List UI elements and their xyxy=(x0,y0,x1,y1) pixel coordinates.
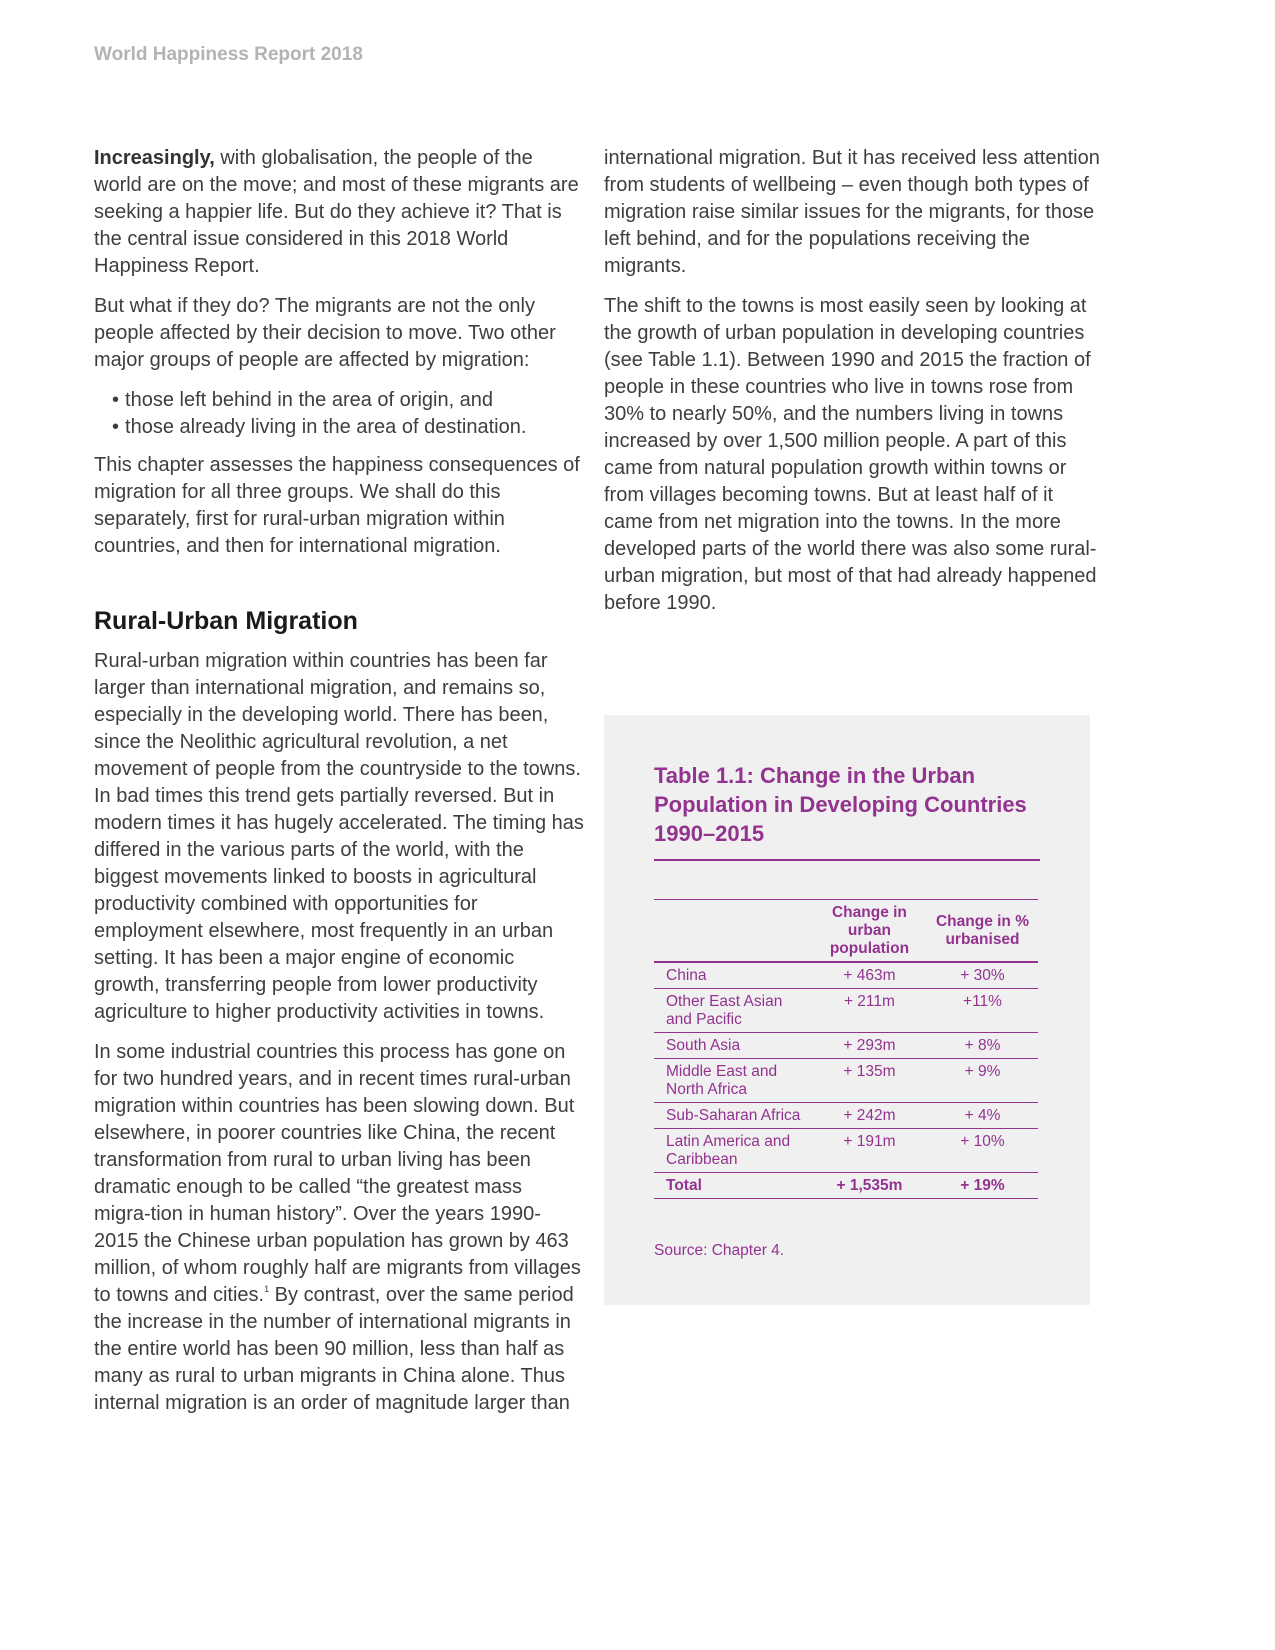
bullet-item-left-behind: • those left behind in the area of origin, and xyxy=(112,387,584,414)
pct-change-cell: + 30% xyxy=(927,962,1038,989)
total-urban-change-cell: + 1,535m xyxy=(812,1173,927,1199)
pct-change-cell: +11% xyxy=(927,989,1038,1033)
region-cell: Other East Asian and Pacific xyxy=(654,989,812,1033)
region-cell: South Asia xyxy=(654,1033,812,1059)
total-label-cell: Total xyxy=(654,1173,812,1199)
pct-change-cell: + 4% xyxy=(927,1103,1038,1129)
table-row xyxy=(654,1059,1038,1103)
right-column xyxy=(604,145,1104,630)
table-row xyxy=(654,989,1038,1033)
region-cell: China xyxy=(654,962,812,989)
paragraph-part-b: By contrast, over the same period the increase in the number of international migrants in the entire world has been 90 million, less than half as many as rural to urban migrants in China alone. Thus internal migration is an order of magnitude larger than xyxy=(94,1284,574,1414)
intro-lead-word: Increasingly, xyxy=(94,147,215,169)
urban-change-cell: + 463m xyxy=(812,962,927,989)
urban-change-cell: + 135m xyxy=(812,1059,927,1103)
table-row xyxy=(654,1033,1038,1059)
region-cell: Middle East and North Africa xyxy=(654,1059,812,1103)
urban-population-table xyxy=(654,899,1038,1199)
table-header-row xyxy=(654,900,1038,963)
paragraph-international-migration: international migration. But it has received less attention from students of wellbeing – even though both types of migration raise similar issues for the migrants, for those left behind, and for the populations receiving the migrants. xyxy=(604,147,1100,277)
left-column xyxy=(94,145,584,1430)
intro-paragraph xyxy=(94,145,584,280)
bullet-item-destination: • those already living in the area of destination. xyxy=(112,414,584,441)
title-divider xyxy=(654,859,1040,861)
table-row xyxy=(654,962,1038,989)
intro-text: with globalisation, the people of the world are on the move; and most of these migrants are seeking a happier life. But do they achieve it? That is the central issue considered in this 2018 World Happiness Report. xyxy=(94,147,579,277)
table-panel xyxy=(604,715,1090,1305)
table-total-row xyxy=(654,1173,1038,1199)
table-source-note: Source: Chapter 4. xyxy=(654,1242,785,1259)
pct-change-cell: + 10% xyxy=(927,1129,1038,1173)
bullet-list xyxy=(94,387,584,441)
paragraph-affected-groups: But what if they do? The migrants are not the only people affected by their decision to move. Two other major groups of people are affected by migration: xyxy=(94,295,556,371)
footnote-marker[interactable]: 1 xyxy=(264,1284,270,1294)
table-row xyxy=(654,1103,1038,1129)
paragraph-part-a: In some industrial countries this process has gone on for two hundred years, and in recent times rural-urban migration within countries has been slowing down. But elsewhere, in poorer countries like China, the recent transformation from rural to urban living has been dramatic enough to be called “the greatest mass migra-tion in human history”. Over the years 1990-2015 the Chinese urban population has grown by 463 million, of whom roughly half are migrants from villages to towns and cities. xyxy=(94,1041,581,1306)
header-pct-change: Change in % urbanised xyxy=(927,900,1038,963)
paragraph-shift-to-towns: The shift to the towns is most easily seen by looking at the growth of urban population in developing countries (see Table 1.1). Between 1990 and 2015 the fraction of people in these countries who live in towns rose from 30% to nearly 50%, and the numbers living in towns increased by over 1,500 million people. A part of this came from natural population growth within towns or from villages becoming towns. But at least half of it came from net migration into the towns. In the more developed parts of the world there was also some rural-urban migration, but most of that had already happened before 1990. xyxy=(604,295,1097,614)
urban-change-cell: + 211m xyxy=(812,989,927,1033)
running-header: World Happiness Report 2018 xyxy=(94,44,363,65)
urban-change-cell: + 242m xyxy=(812,1103,927,1129)
table-title: Table 1.1: Change in the Urban Population in Developing Countries 1990–2015 xyxy=(654,763,1027,846)
total-pct-change-cell: + 19% xyxy=(927,1173,1038,1199)
paragraph-industrial-countries xyxy=(94,1039,584,1417)
pct-change-cell: + 9% xyxy=(927,1059,1038,1103)
table-row xyxy=(654,1129,1038,1173)
header-urban-change: Change in urban population xyxy=(812,900,927,963)
paragraph-rural-urban: Rural-urban migration within countries has been far larger than international migration, and remains so, especially in the developing world. There has been, since the Neolithic agricultural revolution, a net movement of people from the countryside to the towns. In bad times this trend gets partially reversed. But in modern times it has hugely accelerated. The timing has differed in the various parts of the world, with the biggest movements linked to boosts in agricultural productivity combined with opportunities for employment elsewhere, most frequently in an urban setting. It has been a major engine of economic growth, transferring people from lower productivity agriculture to higher productivity activities in towns. xyxy=(94,650,584,1023)
section-heading: Rural-Urban Migration xyxy=(94,607,358,635)
paragraph-chapter-scope: This chapter assesses the happiness consequences of migration for all three groups. We shall do this separately, first for rural-urban migration within countries, and then for international migration. xyxy=(94,454,580,557)
urban-change-cell: + 191m xyxy=(812,1129,927,1173)
region-cell: Latin America and Caribbean xyxy=(654,1129,812,1173)
pct-change-cell: + 8% xyxy=(927,1033,1038,1059)
urban-change-cell: + 293m xyxy=(812,1033,927,1059)
region-cell: Sub-Saharan Africa xyxy=(654,1103,812,1129)
header-region xyxy=(654,900,812,963)
